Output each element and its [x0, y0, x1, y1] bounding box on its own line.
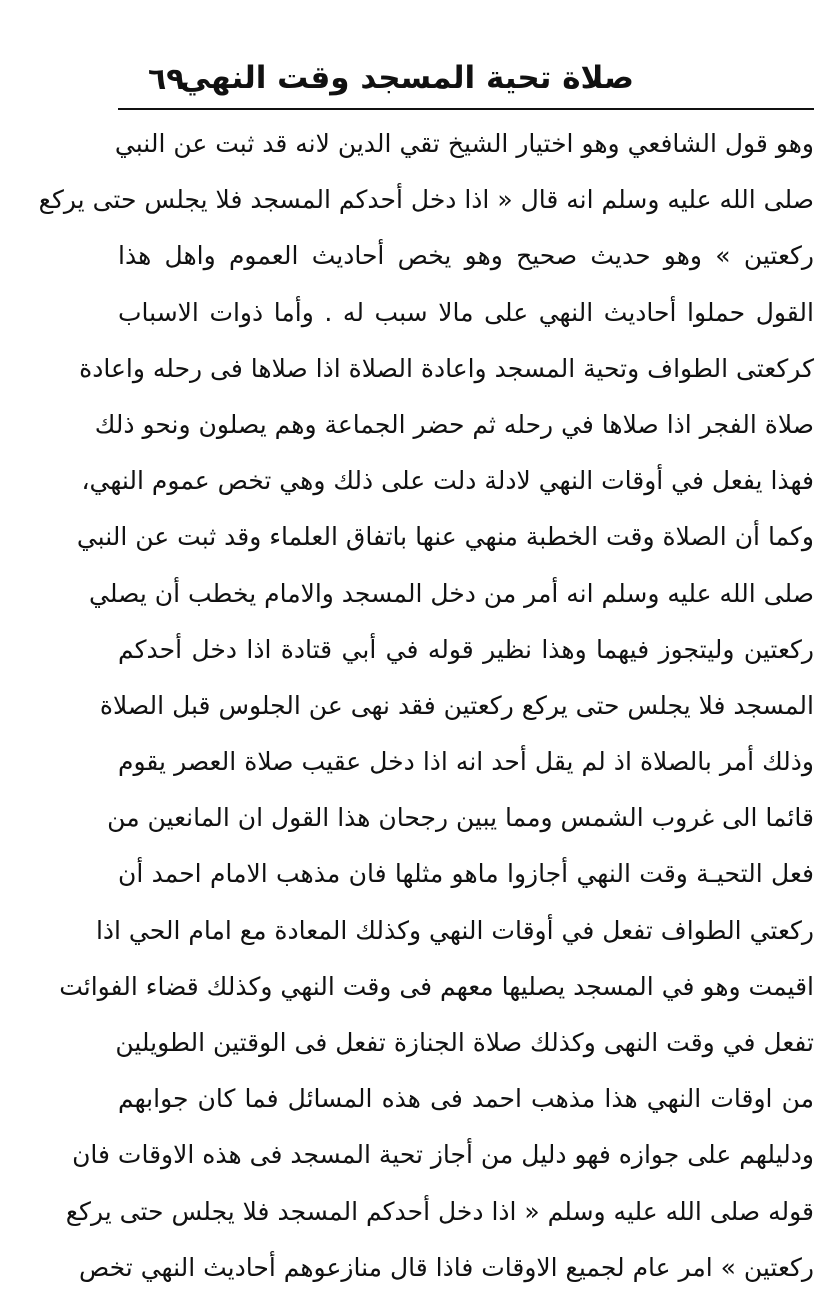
text-line: اقيمت وهو في المسجد يصليها معهم فى وقت النهي وكذلك قضاء الفوائت	[59, 971, 814, 1001]
text-line: المسجد فلا يجلس حتى يركع ركعتين فقد نهى عن الجلوس قبل الصلاة	[99, 690, 814, 720]
text-line: فعل التحيـة وقت النهي أجازوا ماهو مثلها فان مذهب الامام احمد أن	[118, 859, 814, 889]
text-line: كركعتى الطواف وتحية المسجد واعادة الصلاة اذا صلاها فى رحله واعادة	[79, 353, 814, 383]
text-line: قوله صلى الله عليه وسلم « اذا دخل أحدكم المسجد فلا يجلس حتى يركع	[65, 1196, 814, 1226]
text-line: ركعتين » وهو حديث صحيح وهو يخص أحاديث العموم واهل هذا	[118, 241, 814, 271]
page-number: ٦٩	[148, 62, 185, 97]
text-line: القول حملوا أحاديث النهي على مالا سبب له . وأما ذوات الاسباب	[118, 297, 814, 327]
text-line: ركعتي الطواف تفعل في أوقات النهي وكذلك المعادة مع امام الحي اذا	[95, 915, 814, 945]
text-line: صلى الله عليه وسلم انه قال « اذا دخل أحدكم المسجد فلا يجلس حتى يركع	[38, 185, 814, 215]
running-title: صلاة تحية المسجد وقت النهي	[179, 60, 634, 96]
text-line: تفعل في وقت النهى وكذلك صلاة الجنازة تفعل فى الوقتين الطويلين	[115, 1028, 814, 1057]
header-rule	[118, 108, 814, 110]
text-line: وكما أن الصلاة وقت الخطبة منهي عنها باتفاق العلماء وقد ثبت عن النبي	[76, 522, 814, 552]
text-line: وذلك أمر بالصلاة اذ لم يقل أحد انه اذا دخل عقيب صلاة العصر يقوم	[118, 747, 814, 777]
text-line: من اوقات النهي هذا مذهب احمد فى هذه المسائل فما كان جوابهم	[118, 1084, 814, 1114]
text-line: ركعتين وليتجوز فيهما وهذا نظير قوله في أبي قتادة اذا دخل أحدكم	[118, 634, 814, 664]
text-line: وهو قول الشافعي وهو اختيار الشيخ تقي الدين لانه قد ثبت عن النبي	[114, 129, 814, 158]
text-line: صلاة الفجر اذا صلاها في رحله ثم حضر الجماعة وهم يصلون ونحو ذلك	[94, 409, 814, 439]
text-line: ركعتين » امر عام لجميع الاوقات فاذا قال منازعوهم أحاديث النهي تخص	[79, 1252, 814, 1282]
page-header	[118, 50, 814, 108]
text-line: قائما الى غروب الشمس ومما يبين رجحان هذا القول ان المانعين من	[107, 803, 814, 833]
text-line: صلى الله عليه وسلم انه أمر من دخل المسجد والامام يخطب أن يصلي	[89, 578, 814, 608]
text-line: فهذا يفعل في أوقات النهي لادلة دلت على ذلك وهي تخص عموم النهي،	[81, 466, 814, 496]
body-text	[38, 116, 814, 1296]
text-line: ودليلهم على جوازه فهو دليل من أجاز تحية المسجد فى هذه الاوقات فان	[72, 1140, 814, 1170]
